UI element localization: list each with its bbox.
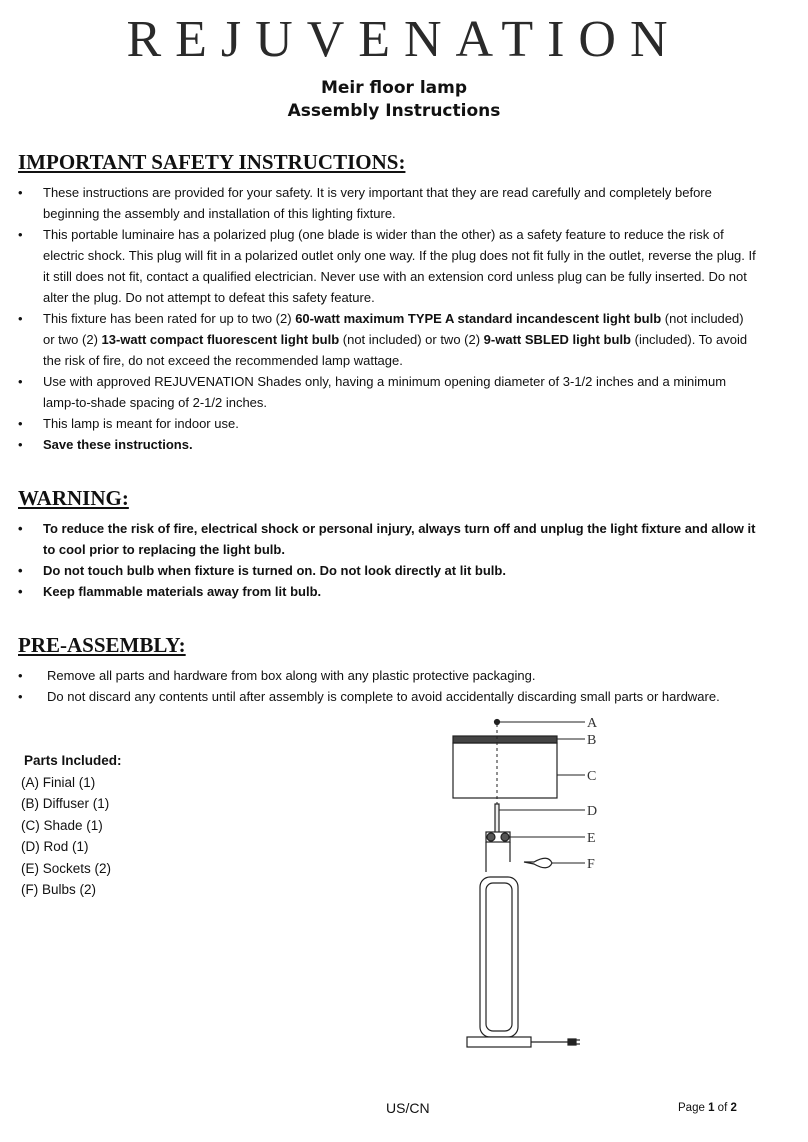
list-item-text: This fixture has been rated for up to two (2) [43, 311, 296, 326]
list-item-text: Do not touch bulb when fixture is turned on. Do not look directly at lit bulb. [43, 563, 506, 578]
part-item: (E) Sockets (2) [21, 860, 112, 876]
list-item [18, 434, 758, 455]
list-item [18, 518, 758, 560]
diagram-label-b: B [587, 733, 597, 748]
lamp-base [467, 1037, 531, 1047]
diffuser-part [453, 736, 557, 743]
bullet-icon: • [18, 521, 23, 536]
bullet-icon: • [18, 227, 23, 242]
list-item-text: Do not discard any contents until after assembly is complete to avoid accidentally discarding small parts or hardware. [47, 689, 720, 704]
bulb-part [524, 858, 552, 868]
brand-logo: REJUVENATION [126, 11, 682, 68]
list-item-text: (included). To avoid the risk of fire, do not exceed the recommended lamp wattage. [43, 332, 748, 368]
bullet-icon: • [18, 668, 23, 683]
lamp-diagram [440, 712, 620, 1062]
product-title: Meir floor lamp [320, 78, 468, 98]
bullet-icon: • [18, 311, 23, 326]
of-word: of [717, 1102, 728, 1114]
part-item: (D) Rod (1) [21, 839, 89, 854]
bullet-icon: • [18, 584, 23, 599]
list-item-text: This portable luminaire has a polarized plug (one blade is wider than the other) as a safety feature to reduce the risk of electric shock. This plug will fit in a polarized outlet only one way. If the plug does not fit fully in the outlet, reverse the plug. If it still does not fit, contact a qualified electrician. Never use with an extension cord unless plug can be fully inserted. Do not alter the plug. Do not attempt to defeat this safety feature. [43, 227, 756, 305]
parts-heading: Parts Included: [24, 753, 122, 768]
part-item: (F) Bulbs (2) [21, 882, 97, 897]
part-item: (C) Shade (1) [21, 817, 103, 833]
list-item-text: (not included) or two (2) [339, 332, 484, 347]
list-item [18, 182, 758, 224]
rod-part [495, 804, 499, 834]
plug-icon [568, 1039, 576, 1045]
list-item [18, 413, 758, 434]
page-indicator [678, 1102, 737, 1114]
bullet-icon: • [18, 185, 23, 200]
bulb-rating-cfl: 13-watt compact fluorescent light bulb [101, 332, 340, 347]
bulb-rating-led: 9-watt SBLED light bulb [483, 332, 631, 347]
diagram-label-f: F [587, 857, 595, 872]
page-total: 2 [730, 1102, 737, 1114]
list-item-text: Remove all parts and hardware from box along with any plastic protective packaging. [47, 668, 536, 683]
list-item-text: Use with approved REJUVENATION Shades only, having a minimum opening diameter of 3-1/2 inches and a minimum lamp-to-shade spacing of 2-1/2 inches. [43, 374, 727, 410]
diagram-label-a: A [587, 716, 598, 731]
document-title: Assembly Instructions [287, 101, 501, 121]
diagram-label-d: D [587, 804, 598, 819]
list-item [18, 371, 758, 413]
list-item [18, 665, 758, 686]
region-label: US/CN [386, 1100, 430, 1116]
bulb-rating-incandescent: 60-watt maximum TYPE A standard incandescent light bulb [295, 311, 662, 326]
safety-heading: IMPORTANT SAFETY INSTRUCTIONS: [18, 150, 406, 174]
list-item-text: This lamp is meant for indoor use. [43, 416, 239, 431]
preassembly-list [18, 665, 758, 707]
list-item-text: (not included) or two (2) [43, 311, 744, 347]
part-item: (A) Finial (1) [21, 774, 96, 790]
list-item-text: Save these instructions. [43, 437, 193, 452]
safety-list [18, 182, 758, 455]
list-item [18, 686, 758, 707]
list-item [18, 581, 758, 602]
finial-part [495, 720, 500, 725]
list-item [18, 560, 758, 581]
preassembly-heading: PRE-ASSEMBLY: [18, 633, 186, 657]
bullet-icon: • [18, 563, 23, 578]
bullet-icon: • [18, 437, 23, 452]
page-word: Page [678, 1102, 705, 1114]
parts-list [21, 750, 122, 901]
diagram-label-e: E [587, 831, 596, 846]
list-item-text: These instructions are provided for your safety. It is very important that they are read carefully and completely before beginning the assembly and installation of this lighting fixture. [43, 185, 712, 221]
warning-heading: WARNING: [18, 486, 129, 510]
shade-part [453, 743, 557, 798]
bullet-icon: • [18, 416, 23, 431]
list-item-text: Keep flammable materials away from lit bulb. [43, 584, 322, 599]
warning-list [18, 518, 758, 602]
bullet-icon: • [18, 374, 23, 389]
page-number: 1 [708, 1102, 715, 1114]
list-item [18, 224, 758, 308]
list-item [18, 308, 758, 371]
part-item: (B) Diffuser (1) [21, 796, 110, 811]
list-item-text: To reduce the risk of fire, electrical shock or personal injury, always turn off and unplug the light fixture and allow it to cool prior to replacing the light bulb. [43, 521, 756, 557]
diagram-label-c: C [587, 769, 597, 784]
bullet-icon: • [18, 689, 23, 704]
